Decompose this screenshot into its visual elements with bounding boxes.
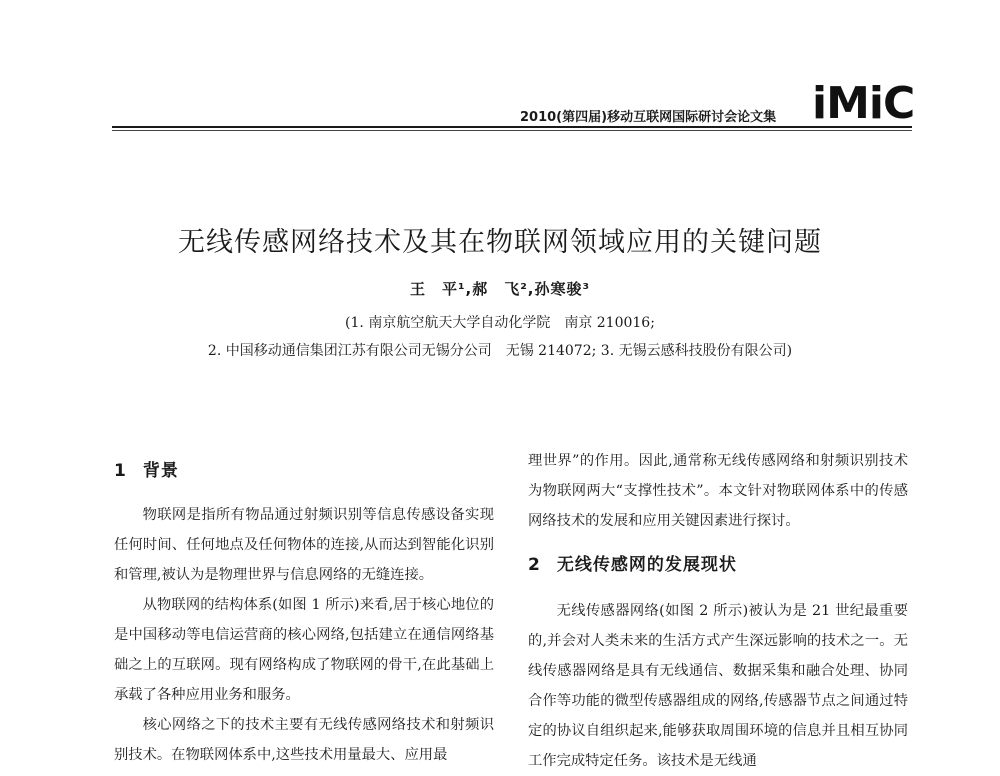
- paragraph: 从物联网的结构体系(如图 1 所示)来看,居于核心地位的是中国移动等电信运营商的核心网络,包括建立在通信网络基础之上的互联网。现有网络构成了物联网的骨干,在此基础上承载了各种应用业务和服务。: [114, 597, 494, 703]
- authors: 王 平¹,郝 飞²,孙寒骏³: [409, 280, 591, 298]
- section-title: 无线传感网的发展现状: [556, 555, 737, 575]
- right-column: [528, 446, 908, 776]
- header-rule: [112, 126, 912, 128]
- section-2-heading: [528, 550, 908, 580]
- section-number: 1: [114, 461, 127, 481]
- affiliation-1: (1. 南京航空航天大学自动化学院 南京 210016;: [345, 315, 655, 331]
- section-1-heading: [114, 456, 494, 486]
- section-title: 背景: [142, 461, 179, 481]
- paragraph: 物联网是指所有物品通过射频识别等信息传感设备实现任何时间、任何地点及任何物体的连接,从而达到智能化识别和管理,被认为是物理世界与信息网络的无缝连接。: [114, 507, 494, 583]
- header-rule-thin: [112, 130, 912, 131]
- left-column: [114, 450, 494, 770]
- paragraph: 理世界”的作用。因此,通常称无线传感网络和射频识别技术为物联网两大“支撑性技术”。本文针对物联网体系中的传感网络技术的发展和应用关键因素进行探讨。: [528, 453, 908, 529]
- section-number: 2: [528, 555, 541, 575]
- paragraph: 无线传感器网络(如图 2 所示)被认为是 21 世纪最重要的,并会对人类未来的生活方式产生深远影响的技术之一。无线传感器网络是具有无线通信、数据采集和融合处理、协同合作等功能的微型传感器组成的网络,传感器节点之间通过特定的协议自组织起来,能够获取周围环境的信息并且相互协同工作完成特定任务。该技术是无线通: [528, 603, 908, 769]
- conference-logo: iMiC: [812, 78, 915, 129]
- paragraph: 核心网络之下的技术主要有无线传感网络技术和射频识别技术。在物联网体系中,这些技术用量最大、应用最: [114, 717, 494, 763]
- affiliation-2: 2. 中国移动通信集团江苏有限公司无锡分公司 无锡 214072; 3. 无锡云感科技股份有限公司): [207, 343, 793, 359]
- paper-title: 无线传感网络技术及其在物联网领域应用的关键问题: [178, 227, 822, 258]
- running-head: 2010(第四届)移动互联网国际研讨会论文集: [520, 110, 777, 125]
